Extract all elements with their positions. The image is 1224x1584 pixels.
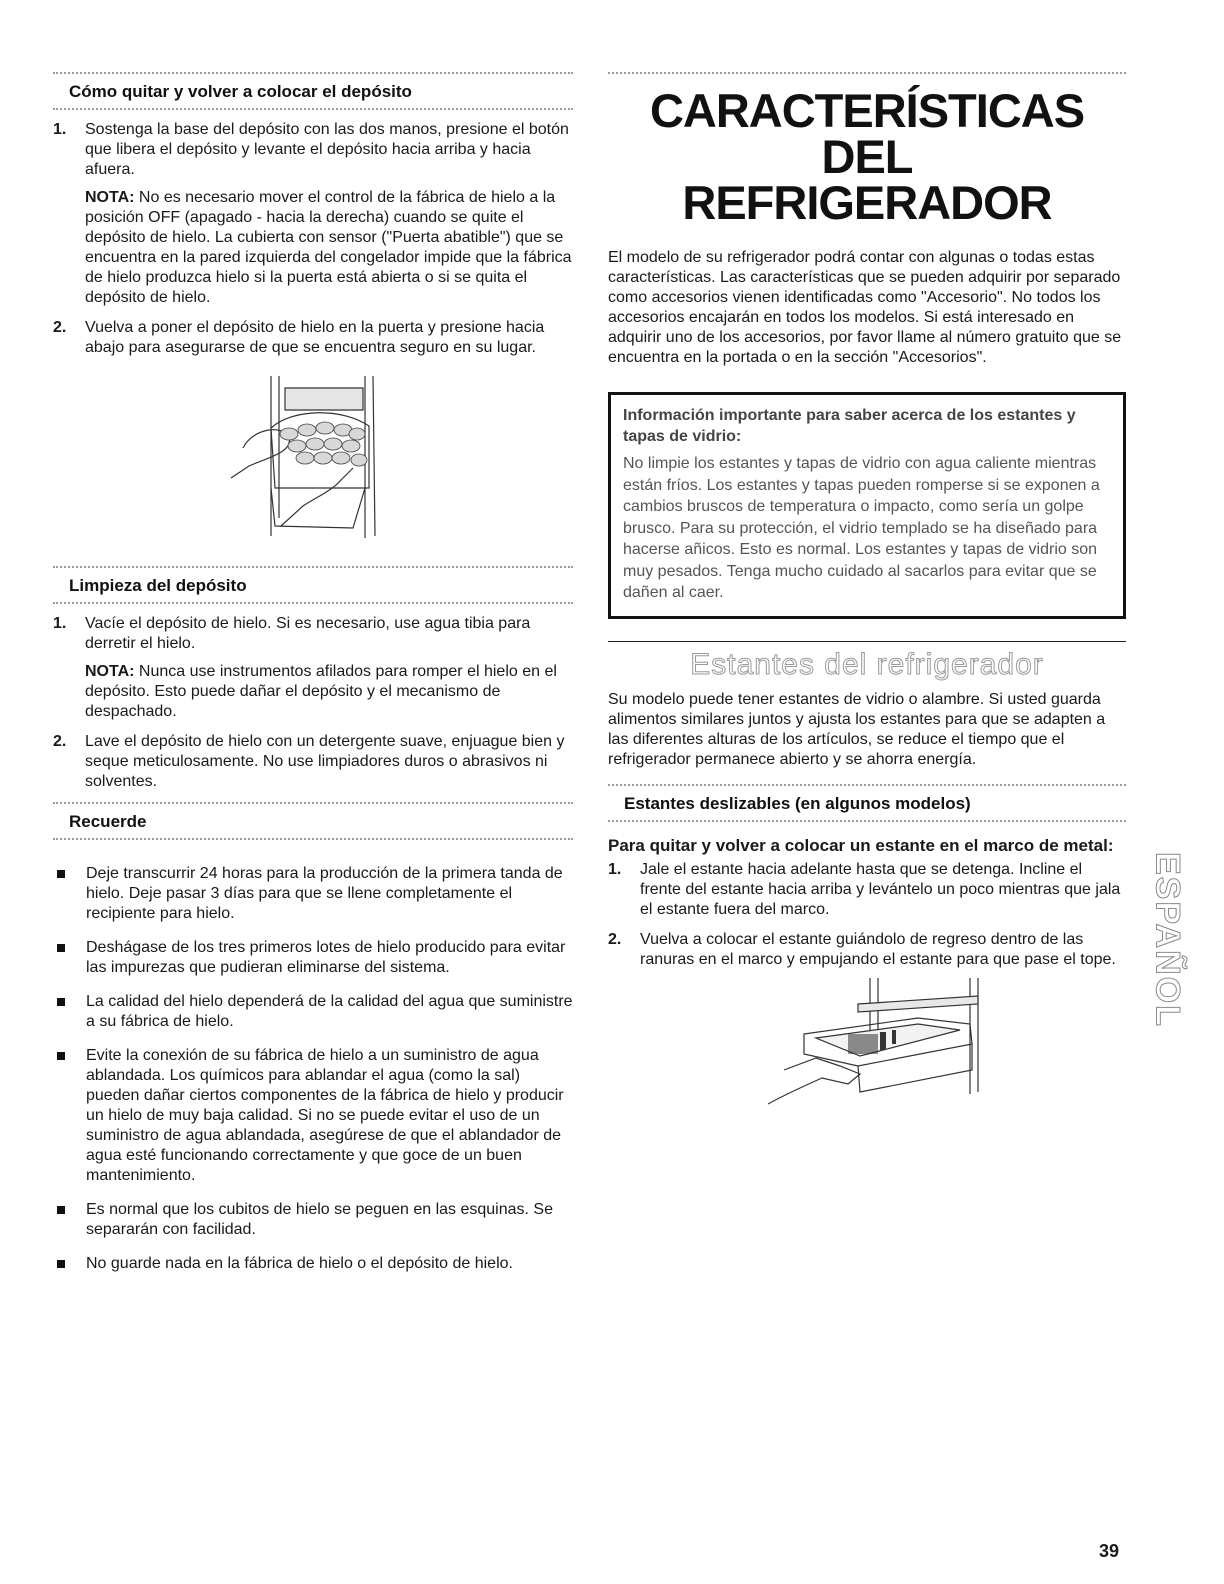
- step-number: 1.: [53, 615, 67, 632]
- note-label: NOTA:: [85, 663, 135, 680]
- section-heading-sliding-shelves: Estantes deslizables (en algunos modelos): [624, 793, 971, 813]
- section-divider: [53, 838, 573, 840]
- list-item: [608, 930, 1126, 970]
- note-text: No es necesario mover el control de la fábrica de hielo a la posición OFF (apagado - hacia la derecha) cuando se quite el depósito de hielo. La cubierta con sensor ("Puerta abatible") que se encuentra en la pared izquierda del congelador impide que la fábrica de hielo produzca hielo si la puerta está abierta o si se quita el depósito de hielo.: [85, 189, 572, 306]
- important-info-box: [608, 392, 1126, 619]
- step-number: 1.: [608, 860, 622, 878]
- step-text: Lave el depósito de hielo con un detergente suave, enjuague bien y seque meticulosamente. No use limpiadores duros o abrasivos ni solventes.: [85, 733, 565, 790]
- clean-bin-steps: [53, 614, 573, 792]
- step-text: Vuelva a poner el depósito de hielo en la puerta y presione hacia abajo para asegurarse de que se encuentra seguro en su lugar.: [85, 319, 545, 356]
- step-text: Sostenga la base del depósito con las dos manos, presione el botón que libera el depósito y levante el depósito hacia arriba y hacia afuera.: [85, 121, 569, 178]
- bullet-icon: [57, 870, 65, 878]
- bullet-icon: [57, 1206, 65, 1214]
- step-number: 2.: [53, 733, 67, 750]
- list-item: No guarde nada en la fábrica de hielo o el depósito de hielo.: [53, 1254, 573, 1274]
- sliding-steps: [608, 860, 1126, 970]
- bullet-icon: [57, 1260, 65, 1268]
- list-item: La calidad del hielo dependerá de la calidad del agua que suministre a su fábrica de hielo.: [53, 992, 573, 1032]
- remember-list: [53, 864, 573, 1274]
- list-item: [608, 860, 1126, 920]
- step-text: Vacíe el depósito de hielo. Si es necesario, use agua tibia para derretir el hielo.: [85, 615, 531, 652]
- note: [85, 188, 573, 308]
- section-heading-clean-bin: Limpieza del depósito: [69, 576, 247, 595]
- list-item: Es normal que los cubitos de hielo se peguen en las esquinas. Se separarán con facilidad.: [53, 1200, 573, 1240]
- info-box-heading: Información importante para saber acerca de los estantes y tapas de vidrio:: [623, 407, 1076, 445]
- right-column: [608, 72, 1126, 1124]
- section-divider: [608, 820, 1126, 822]
- section-heading-remember: Recuerde: [69, 812, 147, 831]
- list-item: Deshágase de los tres primeros lotes de hielo producido para evitar las impurezas que pudieran eliminarse del sistema.: [53, 938, 573, 978]
- left-column: [53, 72, 573, 1288]
- step-number: 1.: [53, 121, 67, 138]
- list-item: [53, 732, 573, 792]
- section-divider: [53, 602, 573, 604]
- note-label: NOTA:: [85, 189, 135, 206]
- list-item: Deje transcurrir 24 horas para la producción de la primera tanda de hielo. Deje pasar 3 días para que se llene completamente el recipiente para hielo.: [53, 864, 573, 924]
- remove-bin-steps: [53, 120, 573, 358]
- ice-bin-illustration: [53, 368, 573, 558]
- shelves-paragraph: Su modelo puede tener estantes de vidrio o alambre. Si usted guarda alimentos similares juntos y ajusta los estantes para que se adapten a las diferentes alturas de los artículos, se reduce el tiempo que el refrigerador permanece abierto y se ahorra energía.: [608, 690, 1106, 768]
- step-number: 2.: [608, 930, 622, 948]
- list-item: [53, 614, 573, 722]
- language-side-tab: ESPAÑOL: [1148, 852, 1187, 1028]
- section-divider: [608, 641, 1126, 642]
- step-text: Vuelva a colocar el estante guiándolo de regreso dentro de las ranuras en el marco y empujando el estante para que pase el tope.: [640, 930, 1116, 968]
- note: [85, 662, 573, 722]
- bullet-icon: [57, 1052, 65, 1060]
- section-heading-shelves: Estantes del refrigerador: [690, 647, 1044, 681]
- intro-paragraph: El modelo de su refrigerador podrá contar con algunas o todas estas características. Las características que se pueden adquirir por separado como accesorios vienen identificadas como "Accesorio". No todos los accesorios encajarán en todos los modelos. Si está interesado en adquirir uno de los accesorios, por favor llame al número gratuito que se encuentra en la portada o en la sección "Accesorios".: [608, 249, 1122, 366]
- page-title: CARACTERÍSTICAS DEL REFRIGERADOR: [649, 84, 1085, 229]
- bullet-icon: [57, 998, 65, 1006]
- sliding-subheading: Para quitar y volver a colocar un estante en el marco de metal:: [608, 835, 1114, 855]
- bullet-icon: [57, 944, 65, 952]
- step-number: 2.: [53, 319, 67, 336]
- step-text: Jale el estante hacia adelante hasta que se detenga. Incline el frente del estante hacia arriba y levántelo un poco mientras que jala el estante fuera del marco.: [640, 860, 1121, 918]
- section-divider: [53, 108, 573, 110]
- list-item: Evite la conexión de su fábrica de hielo a un suministro de agua ablandada. Los químicos para ablandar el agua (como la sal) pueden dañar ciertos componentes de la fábrica de hielo y producir un hielo de muy baja calidad. Si no se puede evitar el uso de un suministro de agua ablandada, asegúrese de que el ablandador de agua esté funcionando correctamente y que goce de un buen mantenimiento.: [53, 1046, 573, 1186]
- note-text: Nunca use instrumentos afilados para romper el hielo en el depósito. Esto puede dañar el depósito y el mecanismo de despachado.: [85, 663, 557, 720]
- list-item: [53, 318, 573, 358]
- page-number: 39: [1099, 1541, 1120, 1561]
- info-box-body: No limpie los estantes y tapas de vidrio con agua caliente mientras están fríos. Los estantes y tapas pueden romperse si se exponen a cambios bruscos de temperatura o impacto, como sería un golpe brusco. Para su protección, el vidrio templado se ha diseñado para hacerse añicos. Esto es normal. Los estantes y tapas de vidrio son muy pesados. Tenga mucho cuidado al sacarlos para evitar que se dañen al caer.: [623, 455, 1100, 601]
- section-divider: [608, 72, 1126, 74]
- section-heading-remove-bin: Cómo quitar y volver a colocar el depósito: [69, 82, 412, 101]
- sliding-shelf-illustration: [608, 974, 1126, 1124]
- list-item: [53, 120, 573, 308]
